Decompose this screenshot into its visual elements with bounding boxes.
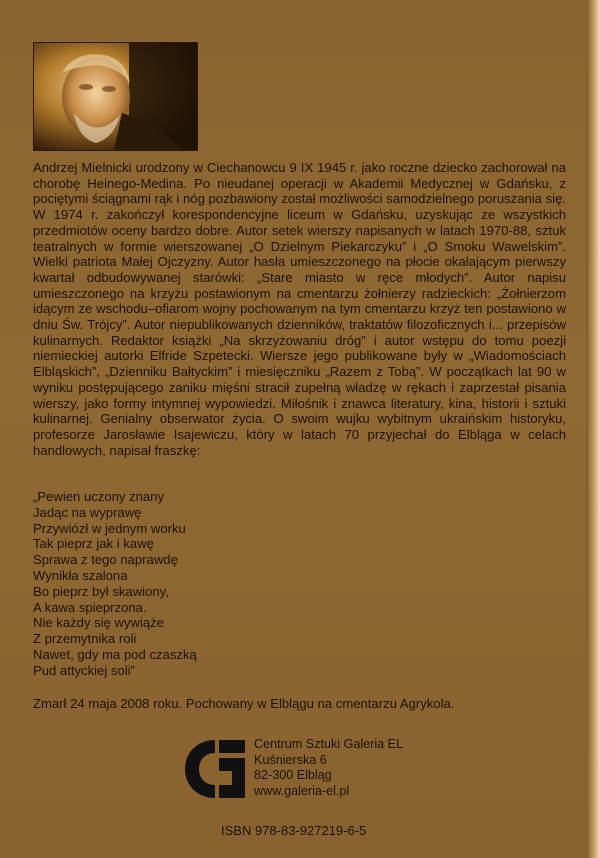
epigram-poem <box>33 489 433 679</box>
poem-line: Przywiózł w jednym worku <box>33 520 186 536</box>
poem-line: Tak pieprz jak i kawę <box>33 536 154 552</box>
publisher-block <box>183 734 483 804</box>
page-edge <box>586 0 600 858</box>
poem-line: „Pewien uczony znany <box>33 489 165 504</box>
poem-line: Sprawa z tego naprawdę <box>33 552 178 568</box>
author-photo <box>33 42 198 151</box>
poem-line: Wynikła szalona <box>33 567 128 583</box>
publisher-website: www.galeria-el.pl <box>254 783 350 798</box>
poem-line: Pud attyckiej soli” <box>33 662 135 678</box>
poem-line: Nawet, gdy ma pod czaszką <box>33 646 197 662</box>
death-note: Zmarł 24 maja 2008 roku. Pochowany w Elblągu na cmentarzu Agrykola. <box>33 696 455 711</box>
author-biography: Andrzej Mielnicki urodzony w Ciechanowcu 9 IX 1945 r. jako roczne dziecko zachorował na chorobę Heinego-Medina. Po nieudanej operacji w Akademii Medycznej w Gdańsku, z pociętymi ściągnami rąk i nóg pozbawiony został możliwości samodzielnego poruszania się. W 1974 r. zakończył korespondencyjne liceum w Gdańsku, uzyskując ze wszystkich przedmiotów oceny bardzo dobre. Autor setek wierszy napisanych w latach 1970-88, sztuk teatralnych w formie wierszowanej „O Dzielnym Piekarczyku” i „O Smoku Wawelskim”. Wielki patriota Małej Ojczyzny. Autor hasła umieszczonego na płocie okalającym pierwszy kwartał odbudowywanej starówki: „Stare miasto w ręce młodych”. Autor napisu umieszczonego na krzyżu postawionym na cmentarzu żołnierzy radzieckich: „Żołnierzom idącym ze wschodu–ofiarom wojny pochowanym na tym cmentarzu krzyż ten postawiono w dniu Św. Trójcy”. Autor niepublikowanych dzienników, traktatów filozoficznych i... przepisów kulinarnych. Redaktor książki „Na skrzyżowaniu dróg” i autor wstępu do tomu poezji niemieckiej autorki Elfride Szpetecki. Wiersze jego publikowane były w „Wiadomościach Elbląskich”, „Dzienniku Bałtyckim” i miesięczniku „Razem z Tobą”. W początkach lat 90 w wyniku postępującego zaniku mięśni stracił zupełną władzę w rękach i zaprzestał pisania wierszy, jako formy intymnej wypowiedzi. Miłośnik i znawca literatury, kina, historii i sztuki kulinarnej. Genialny obserwator życia. O swoim wujku wybitnym ukraińskim historyku, profesorze Jarosławie Isajewiczu, który w latach 70 przyjechał do Elbląga w celach handlowych, napisał fraszkę: <box>33 160 566 458</box>
poem-line: Z przemytnika roli <box>33 631 137 647</box>
poem-line: Nie każdy się wywiąże <box>33 615 164 631</box>
publisher-city: 82-300 Elbląg <box>254 768 332 783</box>
publisher-address <box>254 737 403 799</box>
poem-line: Jadąc na wyprawę <box>33 504 142 520</box>
poem-line: A kawa spieprzona. <box>33 599 147 615</box>
publisher-name: Centrum Sztuki Galeria EL <box>254 737 404 751</box>
galeria-el-logo-icon <box>183 738 247 800</box>
poem-line: Bo pieprz był skawiony, <box>33 583 169 599</box>
author-portrait-image <box>34 43 197 150</box>
isbn: ISBN 978-83-927219-6-5 <box>221 823 367 838</box>
publisher-street: Kuśnierska 6 <box>254 752 327 767</box>
